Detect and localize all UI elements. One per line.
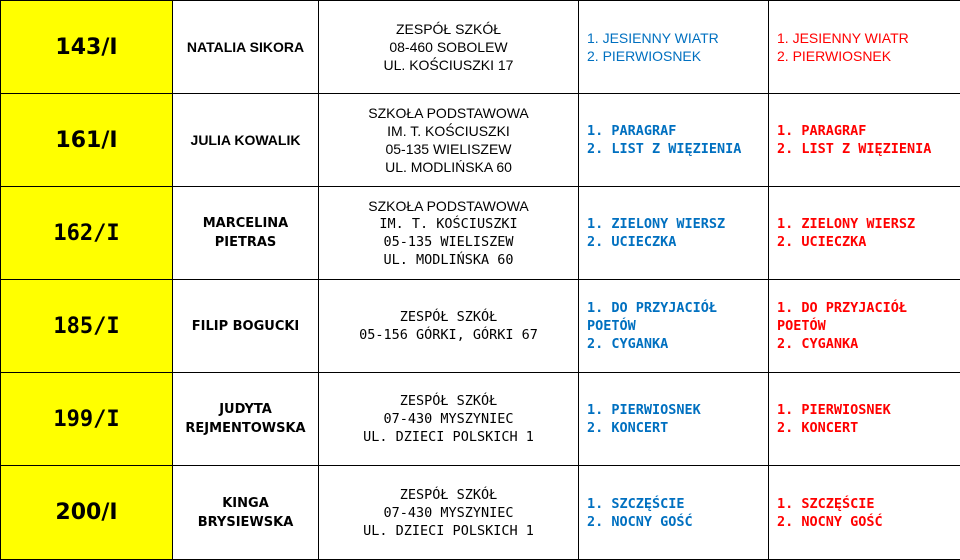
table-row [1,373,960,466]
songs-column-b: 1. PARAGRAF 2. LIST Z WIĘZIENIA [769,94,960,187]
participant-name: FILIP BOGUCKI [173,280,319,373]
participant-name: KINGA BRYSIEWSKA [173,466,319,560]
entry-number: 161/I [1,94,173,187]
table-row [1,187,960,280]
songs-column-a: 1. SZCZĘŚCIE 2. NOCNY GOŚĆ [579,466,769,560]
table-row [1,466,960,560]
participant-name: JUDYTA REJMENTOWSKA [173,373,319,466]
songs-column-b: 1. PIERWIOSNEK 2. KONCERT [769,373,960,466]
school-address: ZESPÓŁ SZKÓŁ 07-430 MYSZYNIEC UL. DZIECI POLSKICH 1 [319,466,579,560]
school-address: ZESPÓŁ SZKÓŁ 08-460 SOBOLEW UL. KOŚCIUSZKI 17 [319,1,579,94]
songs-column-b: 1. SZCZĘŚCIE 2. NOCNY GOŚĆ [769,466,960,560]
entry-number: 143/I [1,1,173,94]
school-address: SZKOŁA PODSTAWOWA IM. T. KOŚCIUSZKI 05-135 WIELISZEW UL. MODLIŃSKA 60 [319,187,579,280]
songs-column-a: 1. DO PRZYJACIÓŁ POETÓW 2. CYGANKA [579,280,769,373]
school-address: ZESPÓŁ SZKÓŁ 05-156 GÓRKI, GÓRKI 67 [319,280,579,373]
table-row [1,280,960,373]
participant-name: NATALIA SIKORA [173,1,319,94]
entry-number: 200/I [1,466,173,560]
songs-column-b: 1. DO PRZYJACIÓŁ POETÓW 2. CYGANKA [769,280,960,373]
songs-column-a: 1. PIERWIOSNEK 2. KONCERT [579,373,769,466]
table-row [1,94,960,187]
school-address: ZESPÓŁ SZKÓŁ 07-430 MYSZYNIEC UL. DZIECI POLSKICH 1 [319,373,579,466]
participant-name: JULIA KOWALIK [173,94,319,187]
entry-number: 185/I [1,280,173,373]
entry-number: 162/I [1,187,173,280]
songs-column-a: 1. JESIENNY WIATR 2. PIERWIOSNEK [579,1,769,94]
songs-column-a: 1. ZIELONY WIERSZ 2. UCIECZKA [579,187,769,280]
participant-name: MARCELINA PIETRAS [173,187,319,280]
songs-column-b: 1. ZIELONY WIERSZ 2. UCIECZKA [769,187,960,280]
table-row [1,1,960,94]
school-address: SZKOŁA PODSTAWOWA IM. T. KOŚCIUSZKI 05-135 WIELISZEW UL. MODLIŃSKA 60 [319,94,579,187]
entry-number: 199/I [1,373,173,466]
songs-column-b: 1. JESIENNY WIATR 2. PIERWIOSNEK [769,1,960,94]
songs-column-a: 1. PARAGRAF 2. LIST Z WIĘZIENIA [579,94,769,187]
